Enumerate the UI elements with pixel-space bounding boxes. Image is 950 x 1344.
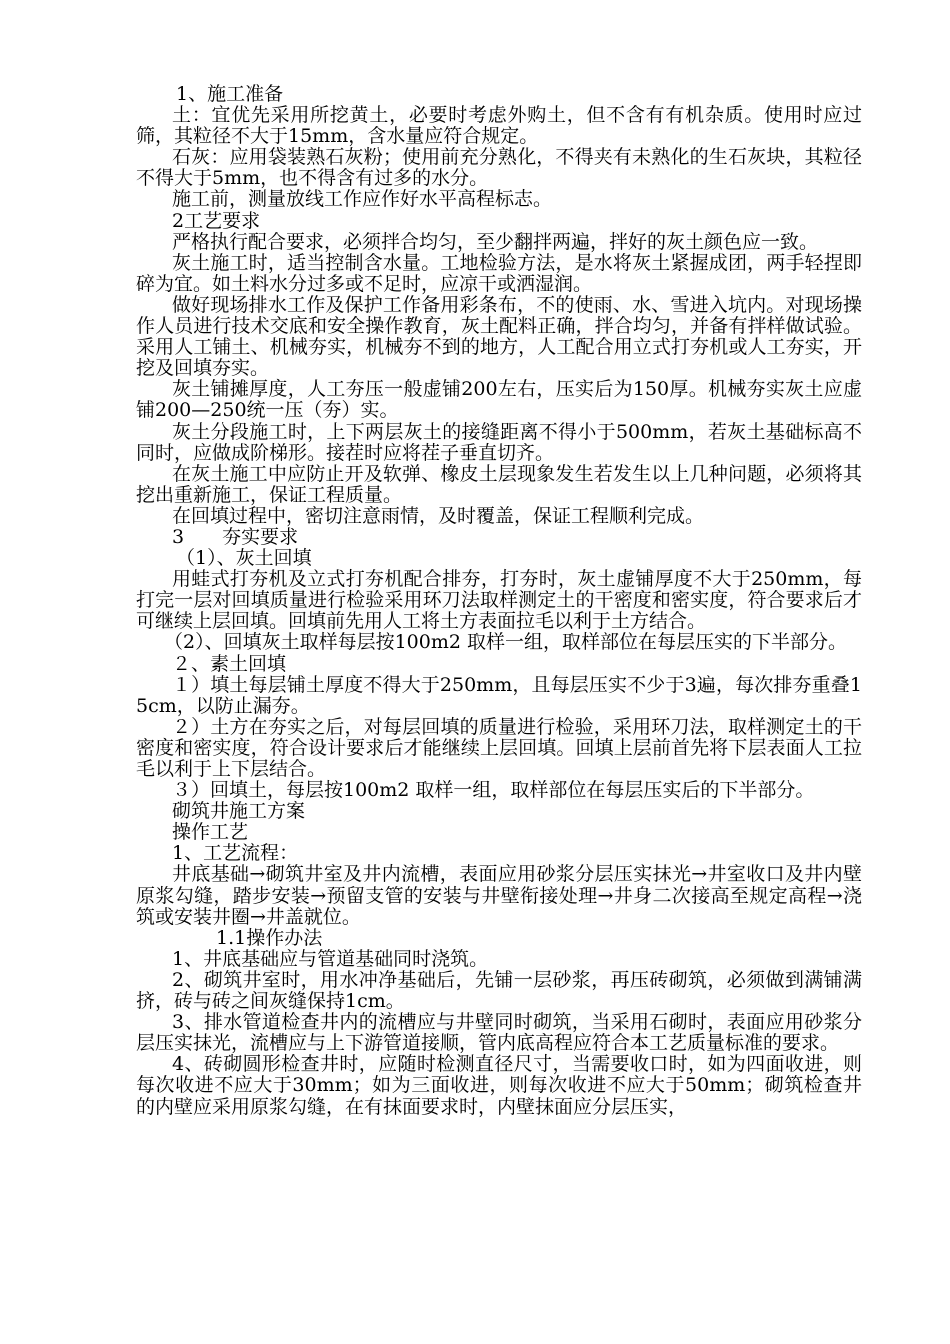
paragraph-weather: 在回填过程中，密切注意雨情，及时覆盖，保证工程顺利完成。 (172, 504, 705, 527)
paragraph-mixing: 严格执行配合要求，必须拌合均匀，至少翻拌两遍，拌好的灰土颜色应一致。 (172, 230, 819, 253)
paragraph-method-2: 2、砌筑井室时，用水冲净基础后，先铺一层砂浆，再压砖砌筑，必须做到满铺满挤，砖与砖之间灰缝保持1cm。 (136, 968, 862, 1013)
paragraph-moisture: 灰土施工时，适当控制含水量。工地检验方法，是水将灰土紧握成团，两手轻捏即碎为宜。如土料水分过多或不足时，应凉干或洒湿润。 (136, 251, 862, 295)
subheading-operation-method: 1.1操作办法 (216, 926, 323, 949)
heading-process-requirements: 2工艺要求 (172, 209, 261, 232)
paragraph-plain-3: ３）回填土，每层按100m2 取样一组，取样部位在每层压实后的下半部分。 (172, 779, 815, 802)
heading-masonry-well: 砌筑井施工方案 (172, 800, 306, 823)
paragraph-tamping: 用蛙式打夯机及立式打夯机配合排夯，打夯时，灰土虚铺厚度不大于250mm，每打完一层对回填质量进行检验采用环刀法取样测定土的干密度和密实度，符合要求后才可继续上层回填。回填前先用人工将土方表面拉毛以利于土方结合。 (136, 568, 862, 633)
document-body (136, 84, 862, 1118)
subheading-lime-backfill: （1）、灰土回填 (176, 547, 312, 570)
paragraph-defects: 在灰土施工中应防止开及软弹、橡皮土层现象发生若发生以上几种问题，必须将其挖出重新施工，保证工程质量。 (136, 462, 862, 506)
paragraph-plain-1: １）填土每层铺土厚度不得大于250mm，且每层压实不少于3遍，每次排夯重叠15cm，以防止漏夯。 (136, 673, 862, 717)
subheading-process-flow: 1、工艺流程： (172, 842, 299, 865)
subheading-plain-backfill: ２、素土回填 (172, 652, 287, 675)
paragraph-survey: 施工前，测量放线工作应作好水平高程标志。 (172, 188, 553, 211)
paragraph-process-flow: 井底基础→砌筑井室及井内流槽，表面应用砂浆分层压实抹光→井室收口及井内壁原浆勾缝，踏步安装→预留支管的安装与井壁衔接处理→井身二次接高至规定高程→浇筑或安装井圈→井盖就位。 (136, 863, 862, 928)
paragraph-segments: 灰土分段施工时，上下两层灰土的接缝距离不得小于500mm，若灰土基础标高不同时，应做成阶梯形。接茬时应将茬子垂直切齐。 (136, 420, 862, 464)
paragraph-method-3: 3、排水管道检查井内的流槽应与井壁同时砌筑，当采用石砌时，表面应用砂浆分层压实抹光，流槽应与上下游管道接顺，管内底高程应符合本工艺质量标准的要求。 (136, 1011, 862, 1055)
heading-operation-process: 操作工艺 (172, 821, 249, 844)
heading-compaction: 3 夯实要求 (172, 525, 299, 548)
paragraph-soil: 土：宜优先采用所挖黄土，必要时考虑外购土，但不含有有机杂质。使用时应过筛，其粒径不大于15mm，含水量应符合规定。 (136, 104, 862, 148)
paragraph-plain-2: ２）土方在夯实之后，对每层回填的质量进行检验，采用环刀法，取样测定土的干密度和密实度，符合设计要求后才能继续上层回填。回填上层前首先将下层表面人工拉毛以利于上下层结合。 (136, 715, 862, 780)
paragraph-drainage: 做好现场排水工作及保护工作备用彩条布，不的使雨、水、雪进入坑内。对现场操作人员进行技术交底和安全操作教育，灰土配料正确，拌合均匀，并备有拌样做试验。采用人工铺土、机械夯实，机械夯不到的地方，人工配合用立式打夯机或人工夯实，开挖及回填夯实。 (136, 293, 862, 380)
paragraph-sampling: （2）、回填灰土取样每层按100m2 取样一组，取样部位在每层压实的下半部分。 (164, 631, 847, 654)
paragraph-method-1: 1、井底基础应与管道基础同时浇筑。 (172, 947, 489, 970)
paragraph-lime: 石灰：应用袋装熟石灰粉；使用前充分熟化，不得夹有未熟化的生石灰块，其粒径不得大于5mm，也不得含有过多的水分。 (136, 146, 862, 190)
paragraph-thickness: 灰土铺摊厚度，人工夯压一般虚铺200左右，压实后为150厚。机械夯实灰土应虚铺200—250统一压（夯）实。 (136, 378, 862, 422)
heading-preparation: 1、施工准备 (176, 83, 284, 105)
paragraph-method-4: 4、砖砌圆形检查井时，应随时检测直径尺寸，当需要收口时，如为四面收进，则每次收进不应大于30mm；如为三面收进，则每次收进不应大于50mm；砌筑检查井的内壁应采用原浆勾缝，在有抹面要求时，内壁抹面应分层压实， (136, 1053, 862, 1118)
